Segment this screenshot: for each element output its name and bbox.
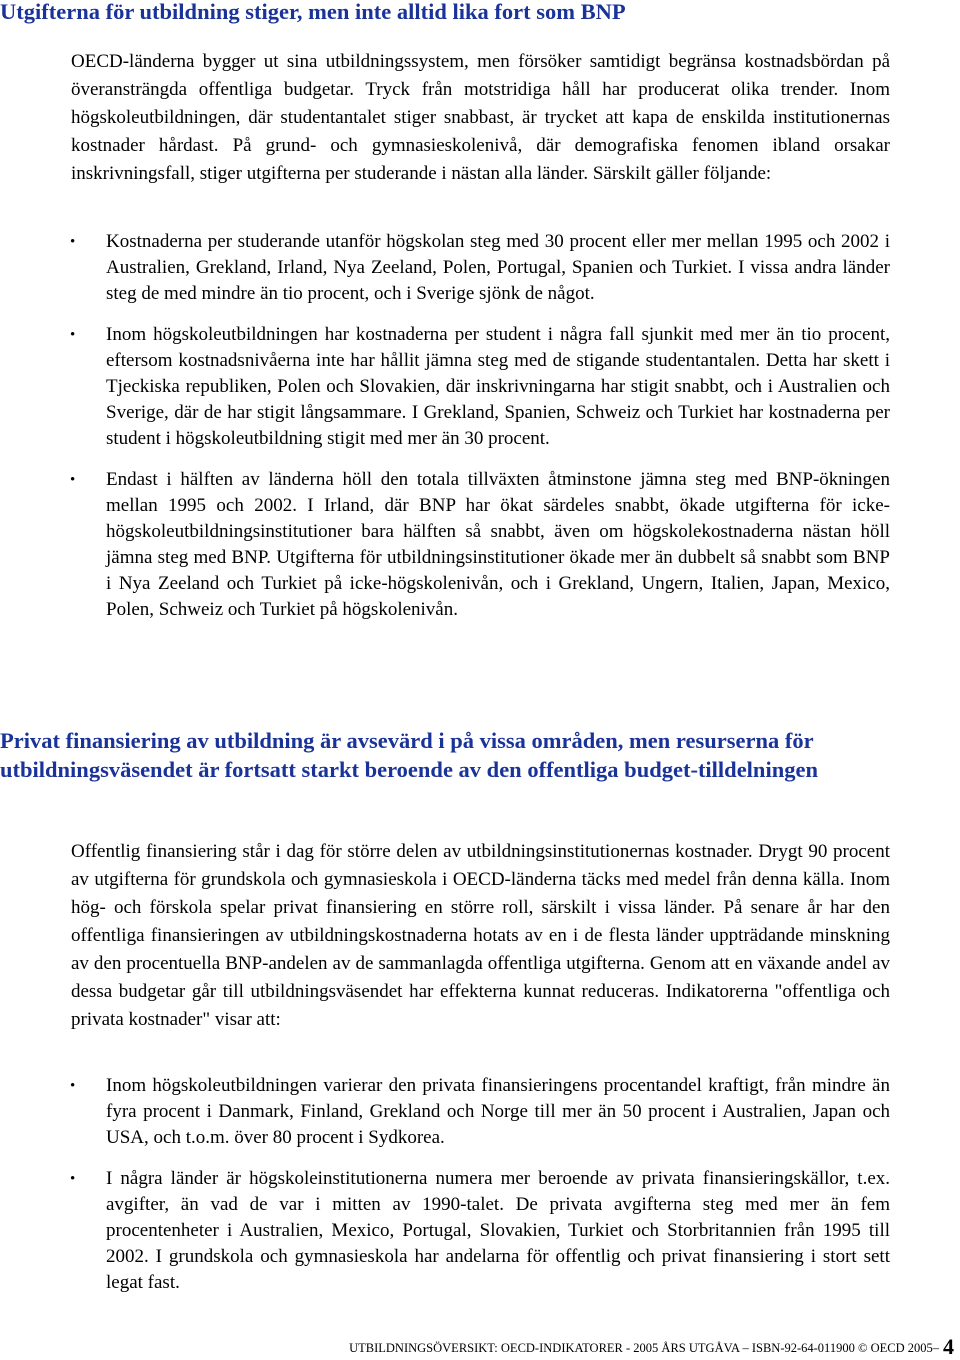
list-item-text: I några länder är högskoleinstitutionerna numera mer beroende av privata finansieringskällor, t.ex. avgifter, än vad de var i mitten av 1990-talet. De privata avgifterna steg med mer än fem procentenheter i Australien, Mexico, Portugal, Slovakien, Turkiet och Storbritannien från 1995 till 2002. I grundskola och gymnasieskola har andelarna för offentlig och privat finansiering i stort sett legat fast. [106,1168,890,1293]
list-item [0,1073,890,1151]
intro-paragraph-expenditure: OECD-länderna bygger ut sina utbildningssystem, men försöker samtidigt begränsa kostnadsbördan på överansträngda offentliga budgetar. Tryck från motstridiga håll har producerat olika trender. Inom högskoleutbildningen, där studentantalet stiger snabbast, är trycket att kapa de enskilda institutionernas kostnader hårdast. På grund- och gymnasieskolenivå, där demografiska fenomen ibland orsakar inskrivningsfall, stiger utgifterna per studerande i nästan alla länder. Särskilt gäller följande: [71,51,890,184]
section-heading-private-financing: Privat finansiering av utbildning är avsevärd i på vissa områden, men resurserna för utbildningsväsendet är fortsatt starkt beroende av den offentliga budget-tilldelningen [0,728,818,782]
list-item [0,322,890,452]
page-number: 4 [943,1334,954,1359]
list-item-text: Inom högskoleutbildningen har kostnaderna per student i några fall sjunkit med mer än tio procent, eftersom kostnadsnivåerna inte har hållit jämna steg med de stigande studentantalen. Detta har skett i Tjeckiska republiken, Polen och Slovakien, där inskrivningarna har stigit snabbt, och i Australien och Sverige, där de har stigit långsammare. I Grekland, Spanien, Schweiz och Turkiet har kostnaderna per student i högskoleutbildning stigit med mer än 30 procent. [106,324,890,449]
bullet-icon: • [70,1171,76,1187]
bullet-icon: • [70,472,76,488]
list-item-text: Inom högskoleutbildningen varierar den privata finansieringens procentandel kraftigt, från mindre än fyra procent i Danmark, Finland, Grekland och Norge till mer än 50 procent i Australien, Japan och USA, och t.o.m. över 80 procent i Sydkorea. [106,1075,890,1148]
bullet-list-expenditure [0,229,890,623]
bullet-list-private-financing [0,1073,890,1296]
list-item [0,1166,890,1296]
section-heading-expenditure: Utgifterna för utbildning stiger, men inte alltid lika fort som BNP [0,0,626,24]
intro-paragraph-private-financing: Offentlig finansiering står i dag för större delen av utbildningsinstitutionernas kostnader. Drygt 90 procent av utgifterna för grundskola och gymnasieskola i OECD-länderna täcks med medel från denna källa. Inom hög- och förskola spelar privat finansiering en större roll, särskilt i vissa länder. På senare år har den offentliga finansieringen av utbildningskostnaderna hotats av en i de flesta länder uppträdande minskning av den procentuella BNP-andelen av de sammanlagda offentliga utgifterna. Genom att en växande andel av dessa budgetar går till utbildningsväsendet har effekterna kunnat reduceras. Indikatorerna "offentliga och privata kostnader" visar att: [71,841,890,1030]
bullet-icon: • [70,327,76,343]
list-item [0,229,890,307]
bullet-icon: • [70,1078,76,1094]
page-footer [349,1334,954,1359]
footer-text: UTBILDNINGSÖVERSIKT: OECD-INDIKATORER - 2005 ÅRS UTGÅVA – ISBN-92-64-011900 © OECD 2005– [349,1341,939,1355]
list-item-text: Endast i hälften av länderna höll den totala tillväxten åtminstone jämna steg med BNP-ökningen mellan 1995 och 2002. I Irland, där BNP har ökat särdeles snabbt, ökade utgifterna för icke-högskoleutbildningsinstitutioner bara hälften så snabbt, även om högskolekostnaderna nästan höll jämna steg med BNP. Utgifterna för utbildningsinstitutioner ökade mer än dubbelt så snabbt som BNP i Nya Zeeland och Turkiet på icke-högskolenivån, och i Grekland, Ungern, Italien, Japan, Mexico, Polen, Schweiz och Turkiet på högskolenivån. [106,469,890,620]
list-item-text: Kostnaderna per studerande utanför högskolan steg med 30 procent eller mer mellan 1995 och 2002 i Australien, Grekland, Irland, Nya Zeeland, Polen, Portugal, Spanien och Turkiet. I vissa andra länder steg de med mindre än tio procent, och i Sverige sjönk de något. [106,231,890,304]
bullet-icon: • [70,234,76,250]
list-item [0,467,890,623]
